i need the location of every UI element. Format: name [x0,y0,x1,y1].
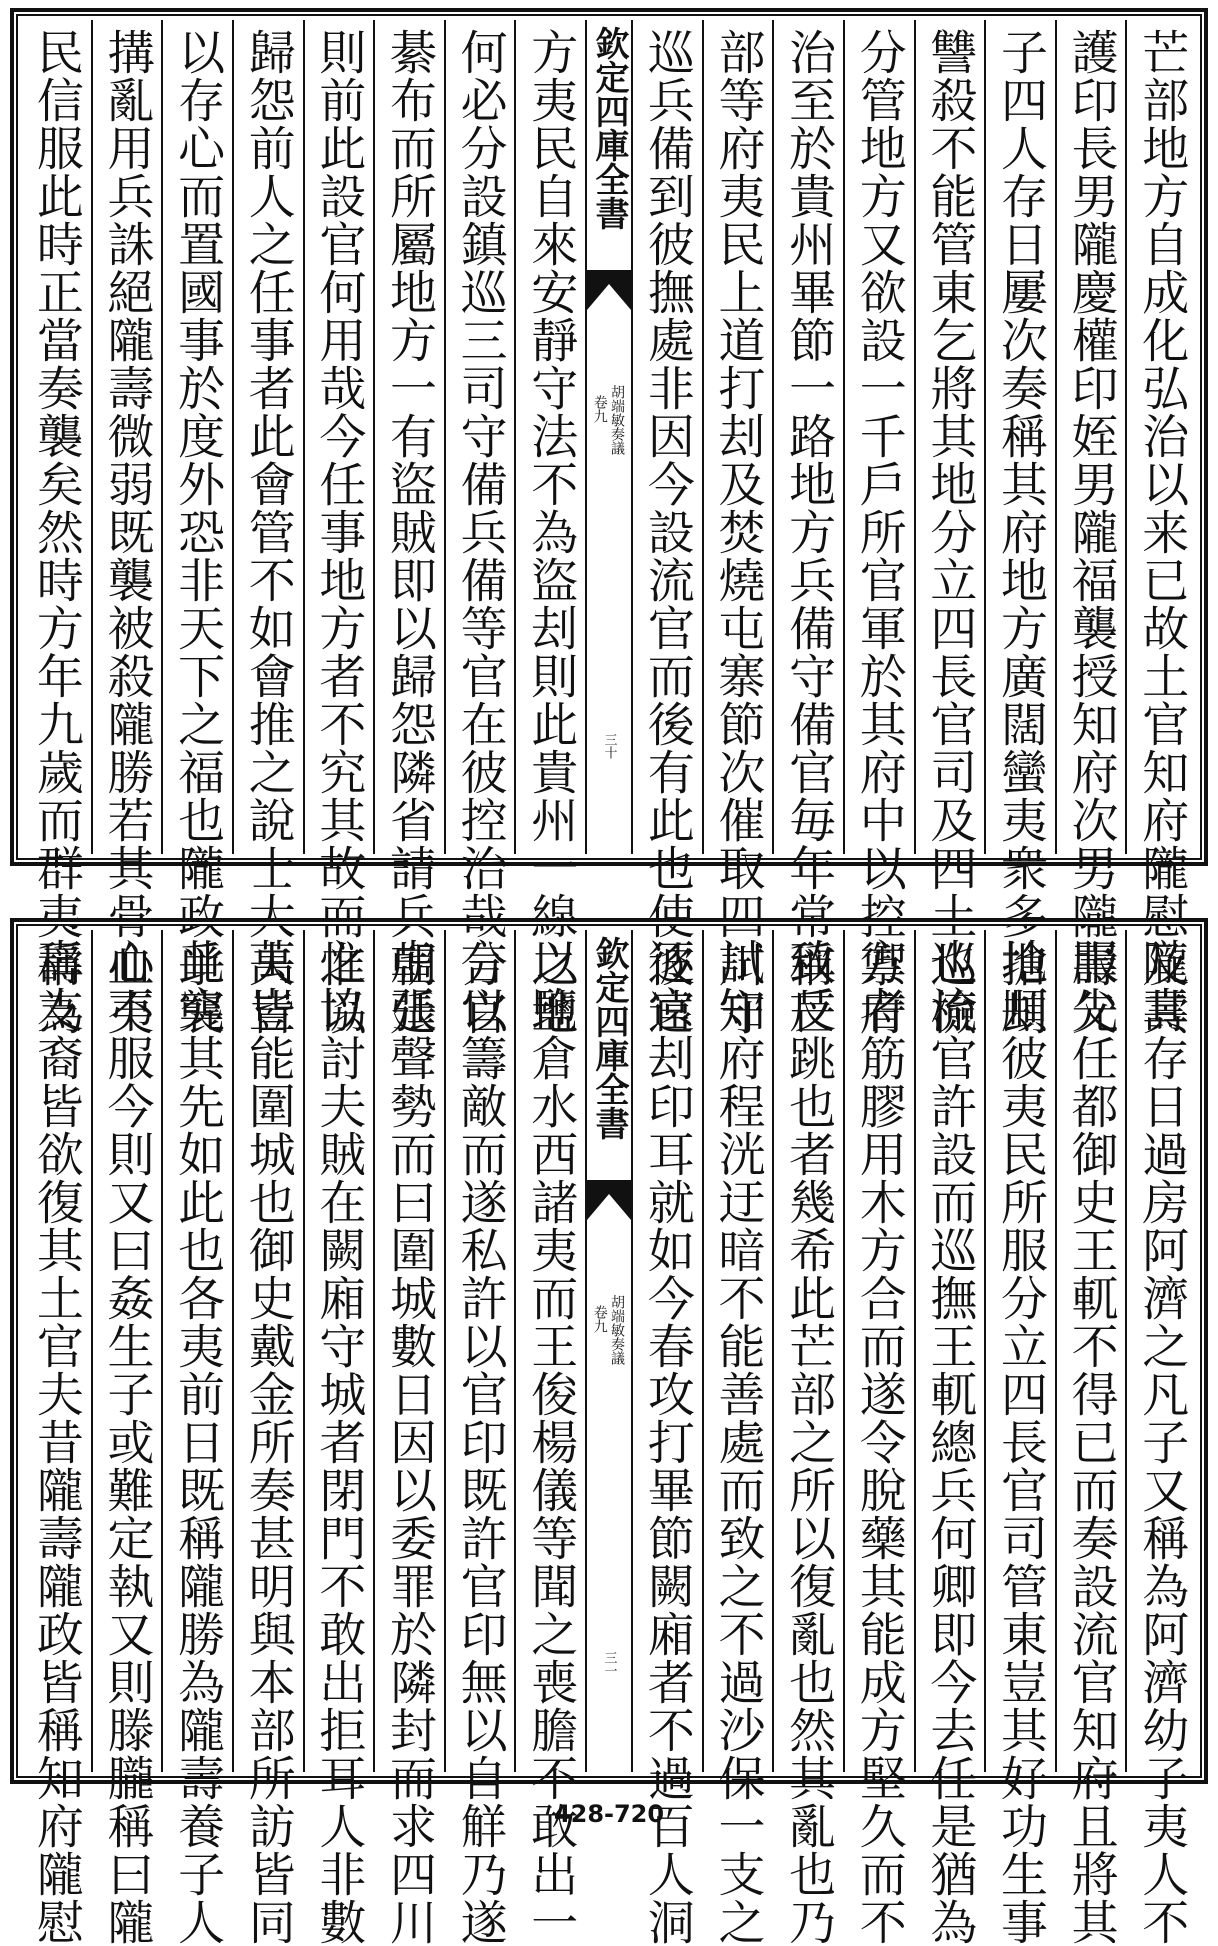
text-column [914,20,985,1036]
column-text: 以存心而置國事於度外恐非天下之福也隴政爭襲 [170,28,226,1036]
text-column [702,20,773,1036]
text-column [514,20,585,1036]
book-title: 欽定四庫全書 [589,936,629,1140]
column-text: 心不服今則又曰姦生子或難定執又則滕朧稱曰隴 [99,938,155,1946]
text-column [772,930,843,1946]
column-text: 子四人存日屢次奏稱其府地方廣闊蠻夷衆多搶刦 [992,28,1048,1036]
text-column [1055,930,1126,1946]
column-text: 此究其先如此也各夷前日既稱隴勝為隴壽養子人 [170,938,226,1946]
column-text: 逐官刦印耳就如今春攻打畢節闕廂者不過百人洞 [639,938,695,1946]
text-column [631,20,702,1036]
text-column [303,20,374,1036]
text-column [373,930,444,1946]
column-text: 方者筋膠用木方合而遂令脫藥其能成方堅久而不 [851,938,907,1946]
text-column [91,20,162,1036]
column-text: 壽支裔皆欲復其土官夫昔隴壽隴政皆稱知府隴慰 [28,938,84,1946]
book-title: 欽定四庫全書 [589,26,629,230]
text-column [914,930,985,1946]
text-column [303,930,374,1946]
text-column [984,20,1055,1036]
column-text: 治至於貴州畢節一路地方兵備守備官毎年常稱芒 [781,28,837,1036]
text-column [514,930,585,1946]
column-text: 之協討夫賊在闕廂守城者閉門不敢出拒耳人非數 [311,938,367,1946]
text-column [232,20,303,1036]
text-column [843,930,914,1946]
text-column [984,930,1055,1946]
volume-label: 卷九 [591,1305,608,1333]
center-fold [585,930,631,1772]
column-text: 試知府程洸迂暗不能善處而致之不過沙保一支之 [710,938,766,1946]
text-column [1125,20,1196,1036]
column-text: 歸怨前人之任事者此會管不如會推之說士大夫皆 [240,28,296,1036]
column-text: 隴壽存日過房阿濟之凡子又稱為阿濟幼子夷人不 [1134,938,1190,1946]
page-number: 428-720 [553,1800,665,1828]
text-column [91,930,162,1946]
text-column [161,930,232,1946]
text-column [631,930,702,1946]
fishtail-mark [587,1180,631,1220]
column-text: 以鹽倉水西諸夷而王俊楊儀等聞之喪膽不敢出一 [523,938,579,1946]
text-column [444,20,515,1036]
top-page-columns [22,20,1196,1036]
text-column [1125,930,1196,1946]
column-text: 萬豈能圍城也御史戴金所奏甚明與本部所訪皆同 [240,938,296,1946]
text-column [702,930,773,1946]
text-column [373,20,444,1036]
text-column [22,930,91,1946]
column-text: 護印長男隴慶權印姪男隴福襲授知府次男隴壽父 [1063,28,1119,1036]
column-text: 方夷民自來安靜守法不為盜刦則此貴州一線之地 [523,28,579,1036]
column-text: 則前此設官何用哉今任事地方者不究其故而惟以 [311,28,367,1036]
column-text: 讐殺不能管東乞將其地分立四長官司及四土巡檢 [922,28,978,1036]
column-text: 地順彼夷民所服分立四長官司管東豈其好功生事 [992,938,1048,1946]
column-text: 搆亂用兵誅絕隴壽微弱既襲被殺隴勝若其骨血夷 [99,28,155,1036]
fishtail-mark [587,270,631,310]
column-text: 服先任都御史王軏不得已而奏設流官知府且將其 [1063,938,1119,1946]
column-text: 巡兵備到彼撫處非因今設流官而後有此也使彼遠 [639,28,695,1036]
text-column [161,20,232,1036]
column-text: 虛張聲勢而曰圍城數日因以委罪於隣封而求四川 [381,938,437,1946]
column-text: 言以籌敵而遂私許以官印既許官印無以自觧乃遂 [452,938,508,1946]
column-text: 部等府夷民上道打刦及焚燒屯寨節次催取四川守 [710,28,766,1036]
text-column [772,20,843,1036]
column-text: 也流官許設而巡撫王軏總兵何卿即今去任是猶為 [922,938,978,1946]
text-column [444,930,515,1946]
column-text: 民信服此時正當奏襲矣然時方年九歲而群夷稱為 [28,28,84,1036]
folio-number: 三一 [601,1651,617,1677]
column-text: 分管地方又欲設一千戶所官軍於其府中以控禦府 [851,28,907,1036]
text-column [22,20,91,1036]
column-text: 致反跳也者幾希此芒部之所以復亂也然其亂也乃 [781,938,837,1946]
author-label: 胡端敏奏議 [609,1295,625,1365]
volume-label: 卷九 [591,395,608,423]
column-text: 何必分設鎮巡三司守備兵備等官在彼控治哉分官 [452,28,508,1036]
folio-number: 三十 [601,733,617,759]
center-fold [585,20,631,854]
text-column [1055,20,1126,1036]
text-column [843,20,914,1036]
top-page [10,8,1208,1036]
column-text: 芒部地方自成化弘治以来已故土官知府隴慰及其 [1134,28,1190,1036]
column-text: 綦布而所屬地方一有盜賊即以歸怨隣省請兵朝廷 [381,28,437,1036]
author-label: 胡端敏奏議 [609,385,625,455]
text-column [232,930,303,1946]
